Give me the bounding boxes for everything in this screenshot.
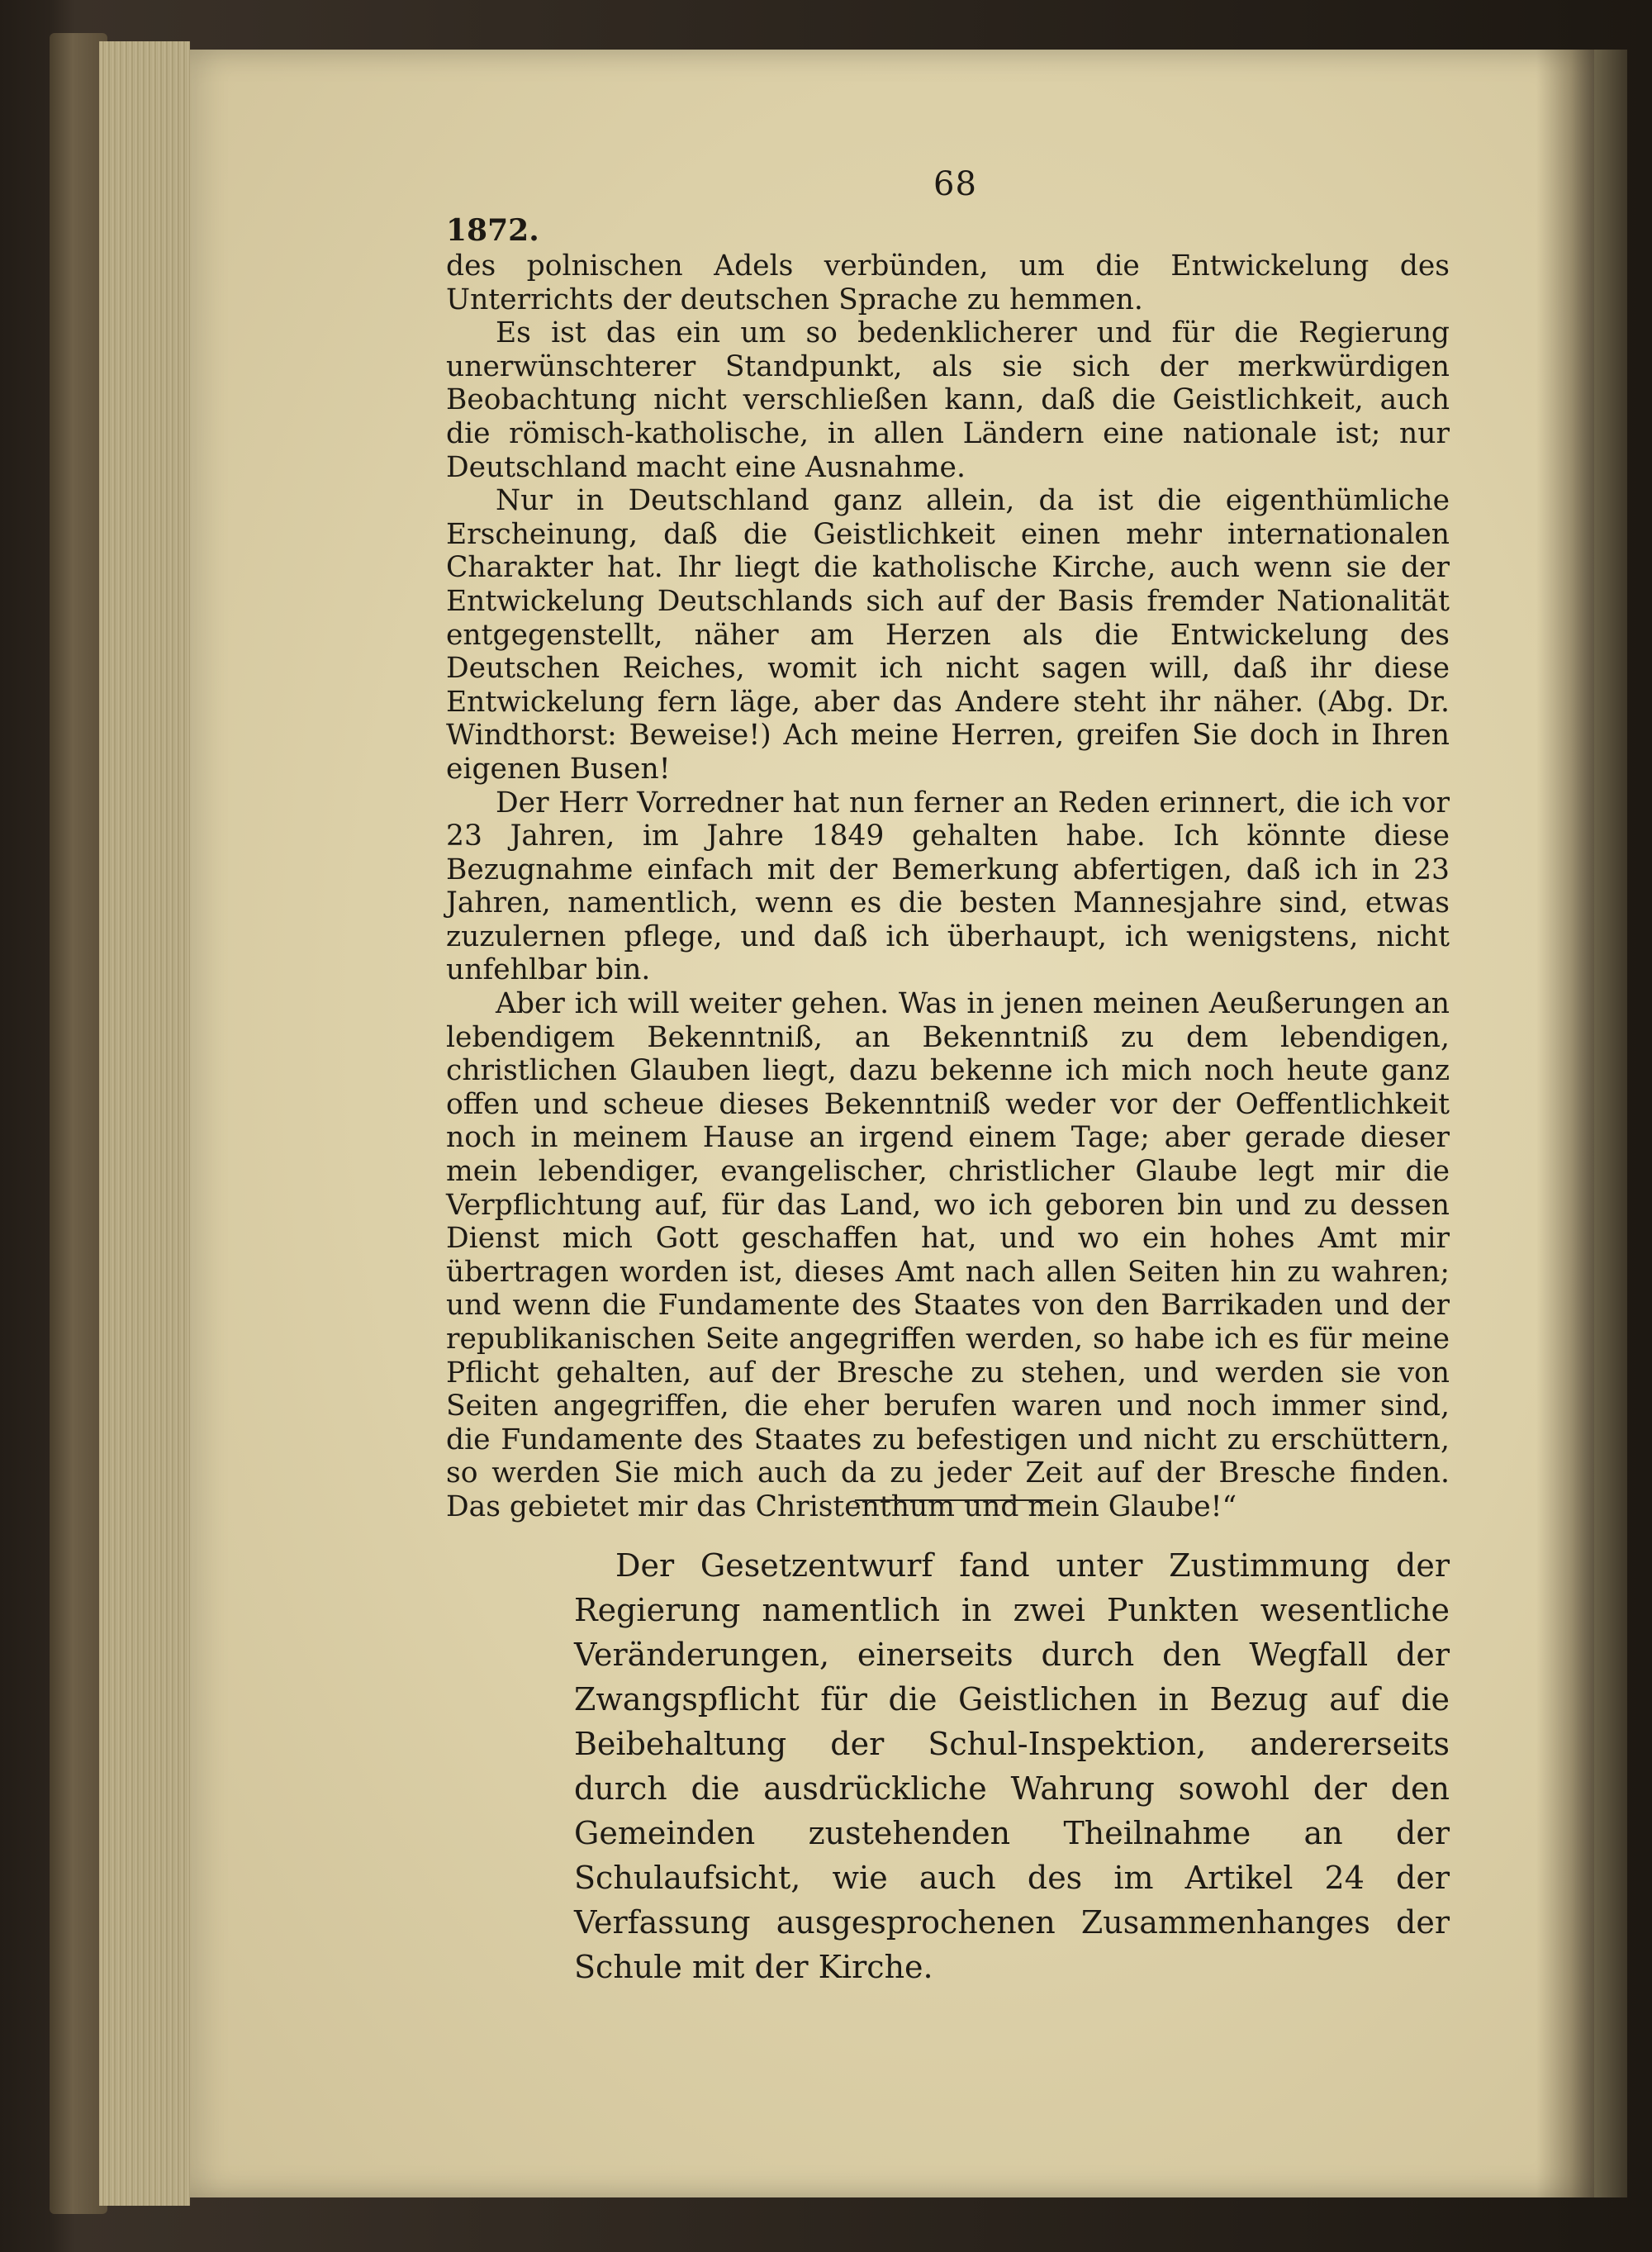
running-year: 1872. (446, 213, 539, 248)
paragraph: Der Herr Vorredner hat nun ferner an Reden erinnert, die ich vor 23 Jahren, im Jahre 1849 gehalten habe. Ich könnte diese Bezugnahme einfach mit der Bemerkung abfertigen, daß ich in 23 Jahren, namentlich, wenn es die besten Mannesjahre sind, etwas zuzulernen pflege, und daß ich überhaupt, ich wenigstens, nicht unfehlbar bin. (446, 786, 1450, 987)
page-number: 68 (933, 165, 977, 203)
paragraph-continuation: des polnischen Adels verbünden, um die Entwickelung des Unterrichts der deutschen Sprache zu hemmen. (446, 249, 1450, 316)
note-paragraph: Der Gesetzentwurf fand unter Zustimmung der Regierung namentlich in zwei Punkten wesentliche Veränderungen, einerseits durch den Wegfall der Zwangspflicht für die Geistlichen in Bezug auf die Beibehaltung der Schul-Inspektion, andererseits durch die ausdrückliche Wahrung sowohl der den Gemeinden zustehenden Theilnahme an der Schulaufsicht, wie auch des im Artikel 24 der Verfassung ausgesprochenen Zusammenhanges der Schule mit der Kirche. (574, 1547, 1450, 1985)
facing-page-edge (1594, 50, 1627, 2197)
paragraph: Aber ich will weiter gehen. Was in jenen meinen Aeußerungen an lebendigem Bekenntniß, an Bekenntniß zu dem lebendigen, christlichen Glauben liegt, dazu bekenne ich mich noch heute ganz offen und scheue dieses Bekenntniß weder vor der Oeffentlichkeit noch in meinem Hause an irgend einem Tage; aber gerade dieser mein lebendiger, evangelischer, christlicher Glaube legt mir die Verpflichtung auf, für das Land, wo ich geboren bin und zu dessen Dienst mich Gott geschaffen hat, und wo ein hohes Amt mir übertragen worden ist, dieses Amt nach allen Seiten hin zu wahren; und wenn die Fundamente des Staates von den Barrikaden und der republikanischen Seite angegriffen werden, so habe ich es für meine Pflicht gehalten, auf der Bresche zu stehen, und werden sie von Seiten angegriffen, die eher berufen waren und noch immer sind, die Fundamente des Staates zu befestigen und nicht zu erschüttern, so werden Sie mich auch da zu jeder Zeit auf der Bresche finden. Das gebietet mir das Christenthum und mein Glaube!“ (446, 987, 1450, 1523)
section-divider (855, 1499, 1053, 1501)
paragraph: Es ist das ein um so bedenklicherer und für die Regierung unerwünschterer Standpunkt, als sie sich der merkwürdigen Beobachtung nicht verschließen kann, daß die Geistlichkeit, auch die römisch-katholische, in allen Ländern eine nationale ist; nur Deutschland macht eine Ausnahme. (446, 316, 1450, 484)
editorial-note (574, 1543, 1450, 1989)
paragraph: Nur in Deutschland ganz allein, da ist die eigenthümliche Erscheinung, daß die Geistlichkeit einen mehr internationalen Charakter hat. Ihr liegt die katholische Kirche, auch wenn sie der Entwickelung Deutschlands sich auf der Basis fremder Nationalität entgegenstellt, näher am Herzen als die Entwickelung des Deutschen Reiches, womit ich nicht sagen will, daß ihr diese Entwickelung fern läge, aber das Andere steht ihr näher. (Abg. Dr. Windthorst: Beweise!) Ach meine Herren, greifen Sie doch in Ihren eigenen Busen! (446, 484, 1450, 786)
page-edges (99, 41, 190, 2206)
main-text (446, 249, 1450, 1524)
page-gutter-shadow (1536, 50, 1594, 2197)
